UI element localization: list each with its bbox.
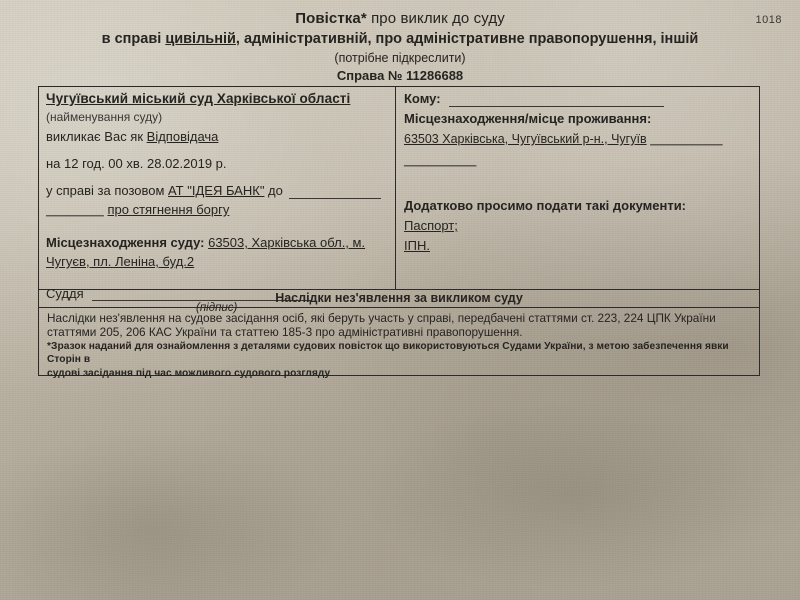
judge-label: Суддя xyxy=(46,286,84,301)
signature-caption: (підпис) xyxy=(196,302,238,314)
case-suffix-label: до xyxy=(264,183,283,198)
court-location-value2: Чугуєв, пл. Леніна, буд.2 xyxy=(46,254,195,269)
table-column-divider xyxy=(395,86,396,290)
recipient-blank xyxy=(449,94,664,107)
address-value-line2 xyxy=(404,151,752,168)
court-location-line2 xyxy=(46,253,390,270)
consequences-box xyxy=(38,308,760,379)
case-number-value: 11286688 xyxy=(406,68,464,83)
case-number-line xyxy=(0,67,800,84)
document-item-1-text: Паспорт; xyxy=(404,218,458,233)
address-fragment: __________ xyxy=(650,131,723,146)
documents-label: Додатково просимо подати такі документи: xyxy=(404,198,687,213)
hearing-time-line: на 12 год. 00 хв. 28.02.2019 р. xyxy=(46,156,227,171)
consequences-line-2: статтями 205, 206 КАС України та статтею 185-3 про адміністративні правопорушення. xyxy=(47,325,523,339)
title-main-rest: про виклик до суду xyxy=(366,10,505,27)
address-label: Місцезнаходження/місце проживання: xyxy=(404,111,652,126)
title-case-prefix: в справі xyxy=(101,31,166,47)
spacer-4 xyxy=(404,171,752,197)
document-item-2-text: ІПН. xyxy=(404,238,430,253)
title-case-rest: , адміністративній, про адміністративне правопорушення, іншій xyxy=(235,31,699,47)
sample-note-line-2: судові засідання під час можливого судового розгляду xyxy=(47,368,331,379)
document-item-2 xyxy=(404,237,752,254)
case-subject-value: про стягнення боргу xyxy=(107,202,230,217)
address-value-line xyxy=(404,130,752,148)
document-title-block xyxy=(0,10,800,84)
court-location-value: 63503, Харківська обл., м. xyxy=(208,235,366,250)
summon-role-line xyxy=(46,128,390,145)
consequences-band-title: Наслідки нез'явлення за викликом суду xyxy=(38,290,760,308)
case-subject-line xyxy=(46,201,390,218)
case-prefix-label: у справі за позовом xyxy=(46,183,169,198)
summon-role-value: Відповідача xyxy=(146,129,219,144)
case-plaintiff-value: АТ "ІДЕЯ БАНК" xyxy=(168,183,265,198)
recipient-line xyxy=(404,90,752,107)
title-word-povistka: Повістка* xyxy=(295,10,367,27)
case-defendant-faded: ________ xyxy=(46,202,104,217)
case-defendant-blank xyxy=(289,186,381,199)
right-column xyxy=(404,90,752,257)
court-name: Чугуївський міський суд Харківської області xyxy=(46,91,351,106)
court-location-label: Місцезнаходження суду: xyxy=(46,235,209,250)
case-plaintiff-line xyxy=(46,182,390,199)
spacer-3 xyxy=(46,220,390,234)
left-column xyxy=(46,90,390,314)
document-item-1 xyxy=(404,217,752,234)
court-location-line xyxy=(46,234,390,251)
title-case-underlined: цивільній xyxy=(165,31,236,47)
address-fragment-2: __________ xyxy=(404,152,477,167)
recipient-label: Кому: xyxy=(404,91,441,106)
title-case-type-line xyxy=(0,30,800,49)
title-underline-instruction: (потрібне підкреслити) xyxy=(334,51,466,65)
title-main-line xyxy=(0,10,800,28)
court-name-hint: (найменування суду) xyxy=(46,110,163,124)
spacer-2 xyxy=(46,174,390,182)
sample-note-line-1: *Зразок наданий для ознайомлення з деталями судових повісток що використовуються Судами України, з метою забезпечення явки Сторін в xyxy=(47,341,729,365)
corner-number: 1018 xyxy=(755,14,782,26)
consequences-line-1: Наслідки нез'явлення на судове засідання осіб, які беруть участь у справі, передбачені статтями ст. 223, 224 ЦПК України xyxy=(47,311,716,325)
spacer-1 xyxy=(46,147,390,155)
address-value: 63503 Харківська, Чугуївський р-н., Чугуїв xyxy=(404,132,647,146)
case-number-label: Справа № xyxy=(336,68,407,83)
summon-label: викликає Вас як xyxy=(46,129,147,144)
